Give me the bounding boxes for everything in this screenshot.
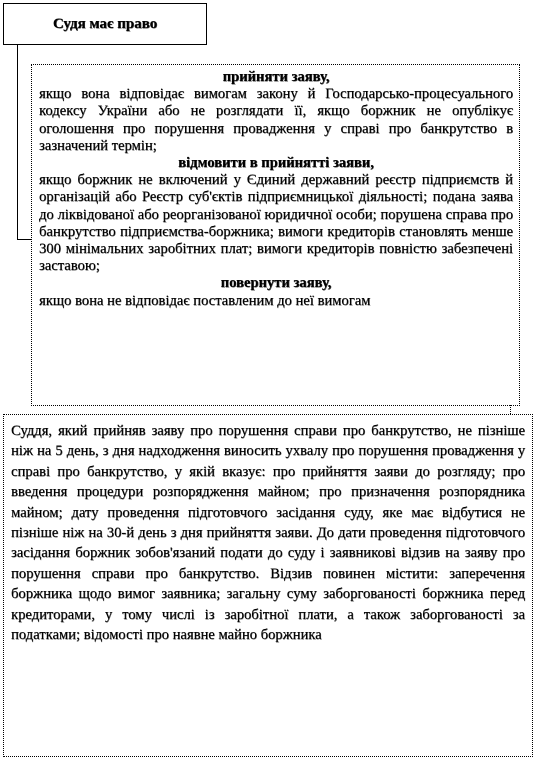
connector-line <box>17 239 31 240</box>
right-heading-return: повернути заяву, <box>220 275 332 292</box>
right-heading-accept: прийняти заяву, <box>222 69 330 85</box>
right-text-accept: якщо вона відповідає вимогам закону й Господарсько-процесуального кодексу України або не розглядати її, якщо боржник не опублікує оголошення про порушення провадження у справі про банкрутство в зазначений термін; <box>39 86 513 154</box>
rights-box <box>31 64 520 406</box>
procedure-box <box>3 414 533 757</box>
title-box <box>3 3 207 45</box>
right-heading-refuse: відмовити в прийнятті заяви, <box>178 155 374 172</box>
right-text-refuse: якщо боржник не включений у Єдиний державний реєстр підприємств й організацій або Реєстр суб'єктів підприємницької діяльності; подана заява до ліквідованої або реорганізованої юридичної особи; порушена справа про банкрутство підприємства-боржника; вимоги кредиторів становлять менше 300 мінімальних заробітних плат; вимоги кредиторів повністю забезпечені заставою; <box>39 172 513 275</box>
connector-line <box>510 405 511 414</box>
procedure-text: Суддя, який прийняв заяву про порушення справи про банкрутство, не пізніше ніж на 5 день, з дня надходження виносить ухвалу про порушення провадження у справі про банкрутство, у якій вказує: про прийняття заяви до розгляду; про введення процедури розпорядження майном; про призначення розпорядника майном; дату проведення підготовчого засідання суду, яке має відбутися не пізніше ніж на 30-й день з дня прийняття заяви. До дати проведення підготовчого засідання боржник зобов'язаний подати до суду і заявникові відзив на заяву про порушення справи про банкрутство. Відзив повинен містити: заперечення боржника щодо вимог заявника; загальну суму заборгованості боржника перед кредиторами, у тому числі із заробітної плати, а також заборгованості за податками; відомості про наявне майно боржника <box>11 423 525 644</box>
right-text-return: якщо вона не відповідає поставленим до неї вимогам <box>39 292 371 309</box>
title-text: Судя має право <box>52 15 158 32</box>
connector-line <box>17 45 18 239</box>
